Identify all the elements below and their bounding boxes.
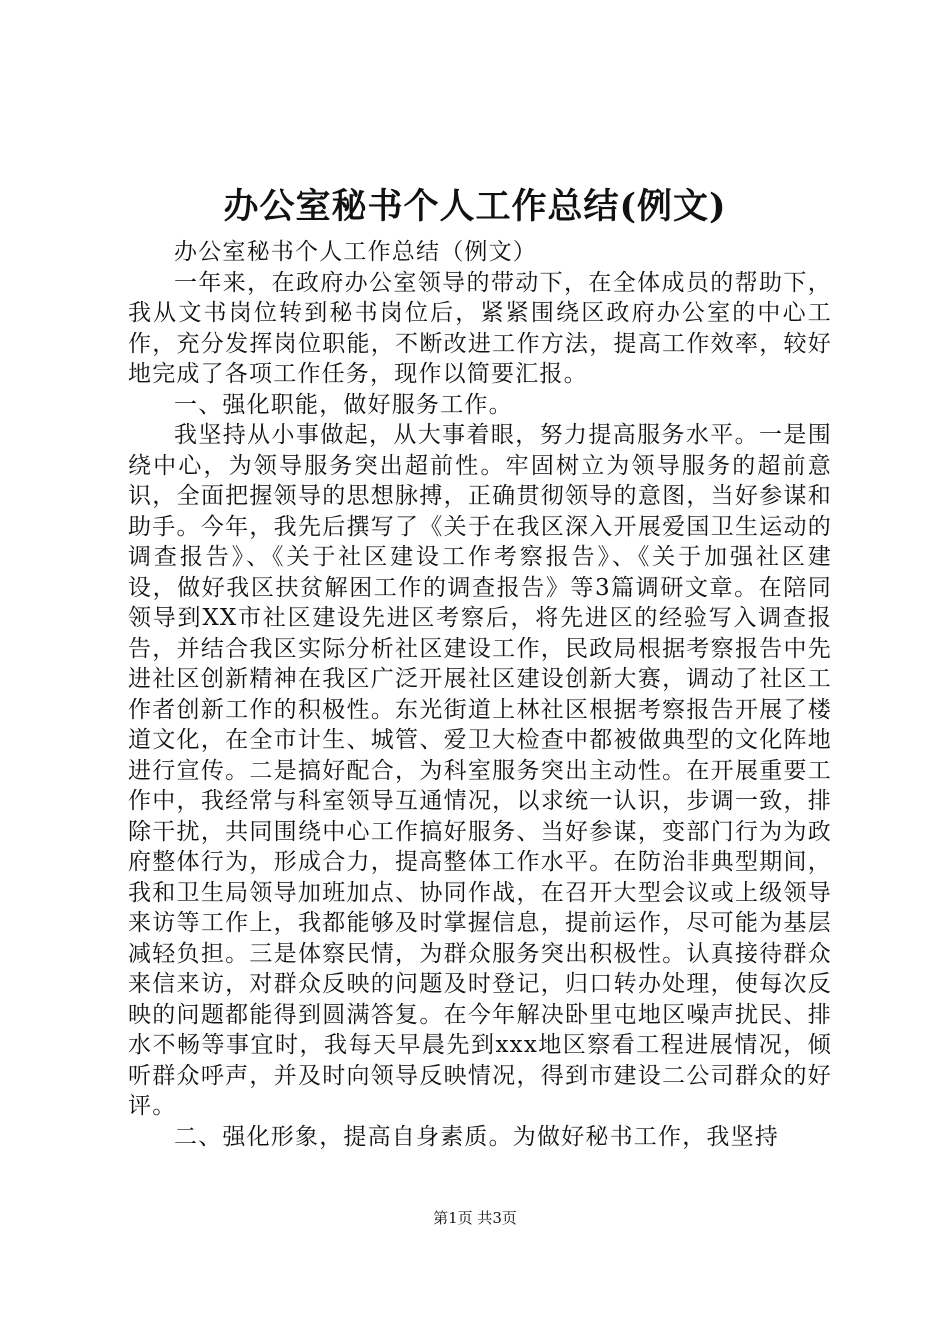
paragraph-subtitle: 办公室秘书个人工作总结（例文） — [174, 239, 537, 265]
document-body — [128, 237, 832, 1152]
paragraph-heading-2: 二、强化形象，提高自身素质。为做好秘书工作，我坚持 — [174, 1123, 779, 1150]
page-footer: 第1页 共3页 — [433, 1209, 517, 1227]
paragraph-section-1: 我坚持从小事做起，从大事着眼，努力提高服务水平。一是围绕中心，为领导服务突出超前性。牢固树立为领导服务的超前意识，全面把握领导的思想脉搏，正确贯彻领导的意图，当好参谋和助手。今年，我先后撰写了《关于在我区深入开展爱国卫生运动的调查报告》、《关于社区建设工作考察报告》、《关于加强社区建设，做好我区扶贫解困工作的调查报告》等3篇调研文章。在陪同领导到XX市社区建设先进区考察后，将先进区的经验写入调查报告，并结合我区实际分析社区建设工作，民政局根据考察报告中先进社区创新精神在我区广泛开展社区建设创新大赛，调动了社区工作者创新工作的积极性。东光街道上林社区根据考察报告开展了楼道文化，在全市计生、城管、爱卫大检查中都被做典型的文化阵地进行宣传。二是搞好配合，为科室服务突出主动性。在开展重要工作中，我经常与科室领导互通情况，以求统一认识，步调一致，排除干扰，共同围绕中心工作搞好服务、当好参谋，变部门行为为政府整体行为，形成合力，提高整体工作水平。在防治非典型期间，我和卫生局领导加班加点、协同作战，在召开大型会议或上级领导来访等工作上，我都能够及时掌握信息，提前运作，尽可能为基层减轻负担。三是体察民情，为群众服务突出积极性。认真接待群众来信来访，对群众反映的问题及时登记，归口转办处理，使每次反映的问题都能得到圆满答复。在今年解决卧里屯地区噪声扰民、排水不畅等事宜时，我每天早晨先到xxx地区察看工程进展情况，倾听群众呼声，并及时向领导反映情况，得到市建设二公司群众的好评。 — [128, 422, 832, 1119]
paragraph-intro: 一年来，在政府办公室领导的带动下，在全体成员的帮助下，我从文书岗位转到秘书岗位后，紧紧围绕区政府办公室的中心工作，充分发挥岗位职能，不断改进工作方法，提高工作效率，较好地完成了各项工作任务，现作以简要汇报。 — [128, 269, 832, 387]
document-title: 办公室秘书个人工作总结(例文) — [223, 186, 727, 227]
paragraph-heading-1: 一、强化职能，做好服务工作。 — [174, 391, 513, 418]
